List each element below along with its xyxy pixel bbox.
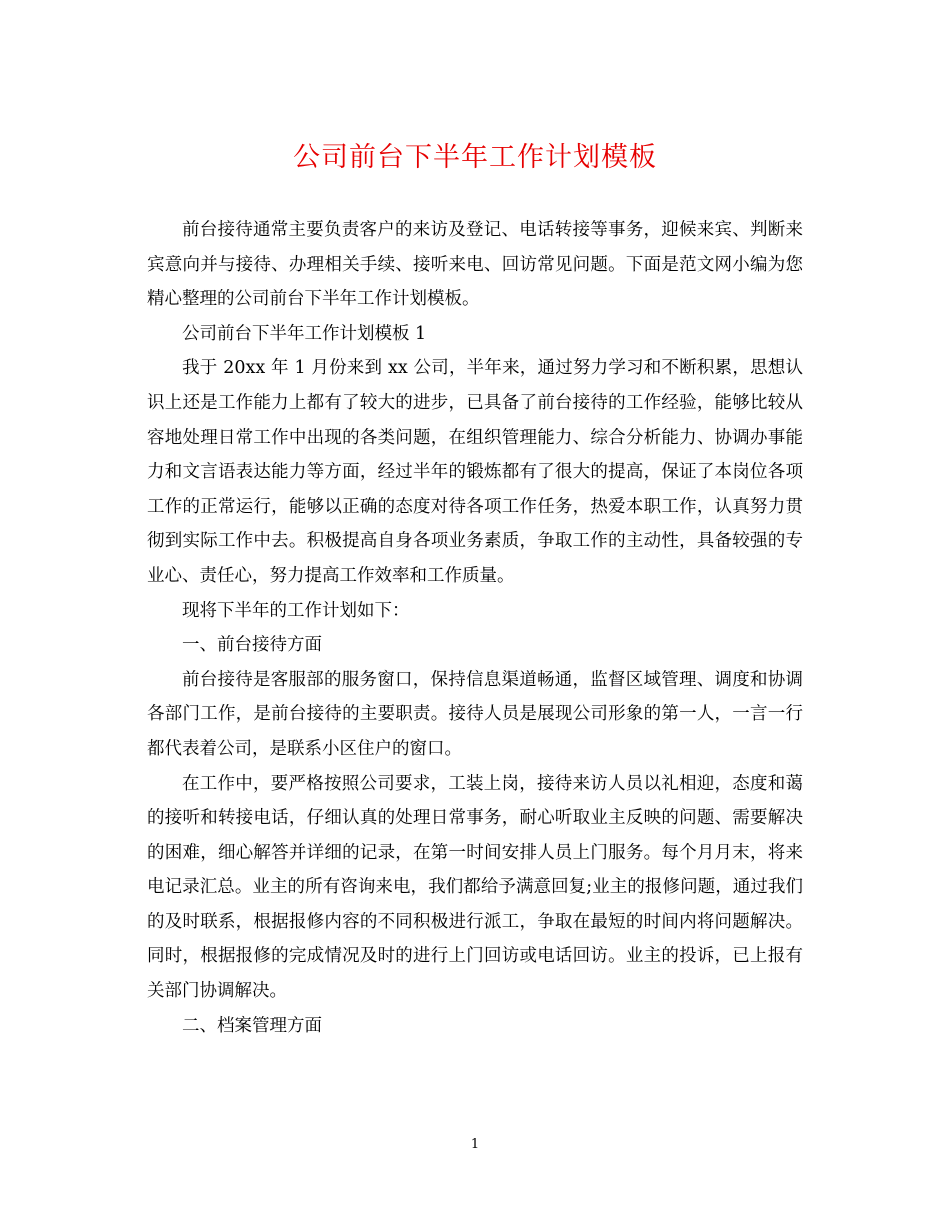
section-heading-archives: 二、档案管理方面 xyxy=(182,1015,322,1036)
page-number: 1 xyxy=(470,1137,480,1152)
reception-work-paragraph: 在工作中，要严格按照公司要求，工装上岗，接待来访人员以礼相迎，态度和蔼的接听和转接电话，仔细认真的处理日常事务，耐心听取业主反映的问题、需要解决的困难，细心解答并详细的记录，在第一时间安排人员上门服务。每个月月末，将来电记录汇总。业主的所有咨询来电，我们都给予满意回复;业主的报修问题，通过我们的及时联系，根据报修内容的不同积极进行派工，争取在最短的时间内将问题解决。同时，根据报修的完成情况及时的进行上门回访或电话回访。业主的投诉，已上报有关部门协调解决。 xyxy=(147,773,803,1002)
document-body xyxy=(147,213,803,1043)
summary-paragraph: 我于 20xx 年 1 月份来到 xx 公司，半年来，通过努力学习和不断积累，思想认识上还是工作能力上都有了较大的进步，已具备了前台接待的工作经验，能够比较从容地处理日常工作中出现的各类问题，在组织管理能力、综合分析能力、协调办事能力和文言语表达能力等方面，经过半年的锻炼都有了很大的提高，保证了本岗位各项工作的正常运行，能够以正确的态度对待各项工作任务，热爱本职工作，认真努力贯彻到实际工作中去。积极提高自身各项业务素质，争取工作的主动性，具备较强的专业心、责任心，努力提高工作效率和工作质量。 xyxy=(147,358,803,586)
page-title: 公司前台下半年工作计划模板 xyxy=(293,142,657,173)
section-heading-reception: 一、前台接待方面 xyxy=(182,635,322,656)
plan-intro-paragraph: 现将下半年的工作计划如下： xyxy=(182,600,410,621)
section-heading-template-1: 公司前台下半年工作计划模板 1 xyxy=(182,323,427,344)
intro-paragraph: 前台接待通常主要负责客户的来访及登记、电话转接等事务，迎候来宾、判断来宾意向并与接待、办理相关手续、接听来电、回访常见问题。下面是范文网小编为您精心整理的公司前台下半年工作计划模板。 xyxy=(147,220,803,310)
reception-duties-paragraph: 前台接待是客服部的服务窗口，保持信息渠道畅通，监督区域管理、调度和协调各部门工作，是前台接待的主要职责。接待人员是展现公司形象的第一人，一言一行都代表着公司，是联系小区住户的窗口。 xyxy=(147,669,803,759)
